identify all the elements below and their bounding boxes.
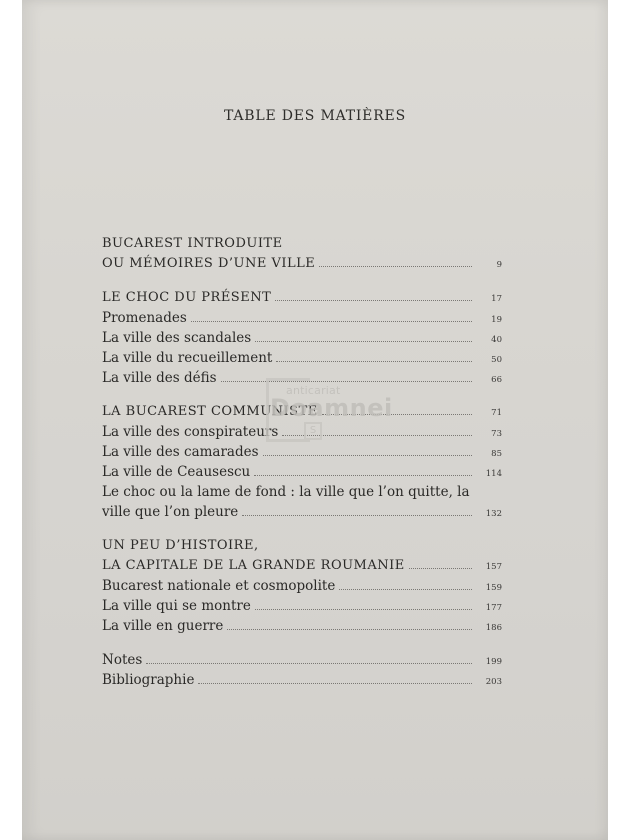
toc-leader-dots bbox=[339, 588, 472, 590]
toc-entry-title: ville que l’on pleure bbox=[102, 504, 239, 520]
toc-entry bbox=[102, 596, 502, 616]
toc-entry-title: La ville des défis bbox=[102, 370, 217, 386]
toc-leader-dots bbox=[198, 682, 472, 684]
toc-leader-dots bbox=[254, 474, 472, 476]
toc-page-number: 203 bbox=[485, 677, 502, 687]
watermark-small-text: anticariat bbox=[286, 384, 341, 397]
toc-page-number: 17 bbox=[491, 294, 502, 304]
toc-entry-title: Promenades bbox=[102, 310, 187, 326]
toc-entry-title: La ville des conspirateurs bbox=[102, 424, 279, 440]
toc-entry-title: Le choc ou la lame de fond : la ville que l’on quitte, la bbox=[102, 484, 470, 500]
toc-entry bbox=[102, 502, 502, 522]
toc-entry-title: La ville de Ceausescu bbox=[102, 464, 251, 480]
toc-page-number: 159 bbox=[485, 583, 502, 593]
toc-entry bbox=[102, 328, 502, 348]
toc-entry-title: LE CHOC DU PRÉSENT bbox=[102, 290, 272, 305]
table-of-contents bbox=[102, 234, 502, 704]
toc-entry-title: OU MÉMOIRES D’UNE VILLE bbox=[102, 256, 316, 271]
toc-entry-title: Bibliographie bbox=[102, 672, 195, 688]
toc-leader-dots bbox=[146, 662, 472, 664]
toc-entry-title: La ville des scandales bbox=[102, 330, 252, 346]
toc-leader-dots bbox=[255, 608, 472, 610]
toc-page-number: 73 bbox=[491, 429, 502, 439]
toc-entry bbox=[102, 348, 502, 368]
toc-page-number: 114 bbox=[485, 469, 502, 479]
toc-page-number: 19 bbox=[491, 315, 502, 325]
toc-entry-title: La ville des camarades bbox=[102, 444, 259, 460]
toc-entry bbox=[102, 462, 502, 482]
toc-page-number: 9 bbox=[496, 260, 502, 270]
toc-entry bbox=[102, 234, 502, 254]
toc-page-number: 177 bbox=[485, 603, 502, 613]
toc-entry-title: LA BUCAREST COMMUNISTE bbox=[102, 404, 318, 419]
toc-leader-dots bbox=[242, 514, 472, 516]
toc-entry-title: LA CAPITALE DE LA GRANDE ROUMANIE bbox=[102, 558, 405, 573]
toc-leader-dots bbox=[276, 360, 472, 362]
toc-entry bbox=[102, 616, 502, 636]
toc-page-number: 40 bbox=[491, 335, 502, 345]
toc-page-number: 85 bbox=[491, 449, 502, 459]
toc-page-number: 132 bbox=[485, 509, 502, 519]
watermark-s-mark: S bbox=[304, 422, 322, 440]
toc-entry-title: UN PEU D’HISTOIRE, bbox=[102, 538, 259, 553]
toc-entry bbox=[102, 576, 502, 596]
toc-section bbox=[102, 650, 502, 690]
toc-entry bbox=[102, 288, 502, 308]
toc-entry-title: La ville qui se montre bbox=[102, 598, 251, 614]
toc-page-number: 71 bbox=[491, 408, 502, 418]
toc-entry bbox=[102, 482, 502, 502]
toc-entry bbox=[102, 650, 502, 670]
toc-entry-title: La ville du recueillement bbox=[102, 350, 273, 366]
toc-entry bbox=[102, 536, 502, 556]
toc-leader-dots bbox=[191, 320, 472, 322]
toc-entry-title: BUCAREST INTRODUITE bbox=[102, 236, 283, 251]
toc-entry bbox=[102, 308, 502, 328]
toc-page-number: 186 bbox=[485, 623, 502, 633]
toc-entry bbox=[102, 254, 502, 274]
toc-leader-dots bbox=[319, 265, 472, 267]
toc-leader-dots bbox=[227, 628, 472, 630]
toc-page-number: 66 bbox=[491, 375, 502, 385]
toc-page-number: 157 bbox=[485, 562, 502, 572]
book-page bbox=[22, 0, 608, 840]
toc-leader-dots bbox=[255, 340, 472, 342]
toc-page-number: 50 bbox=[491, 355, 502, 365]
toc-entry-title: Notes bbox=[102, 652, 143, 668]
toc-entry bbox=[102, 556, 502, 576]
toc-entry bbox=[102, 670, 502, 690]
toc-leader-dots bbox=[275, 299, 472, 301]
toc-section bbox=[102, 234, 502, 274]
toc-section bbox=[102, 288, 502, 388]
page-title: TABLE DES MATIÈRES bbox=[224, 108, 406, 124]
toc-leader-dots bbox=[409, 567, 472, 569]
toc-section bbox=[102, 536, 502, 636]
toc-page-number: 199 bbox=[485, 657, 502, 667]
watermark-big-text: Doamnei bbox=[270, 394, 393, 422]
watermark-logo bbox=[266, 378, 393, 458]
toc-entry-title: La ville en guerre bbox=[102, 618, 224, 634]
toc-entry-title: Bucarest nationale et cosmopolite bbox=[102, 578, 336, 594]
